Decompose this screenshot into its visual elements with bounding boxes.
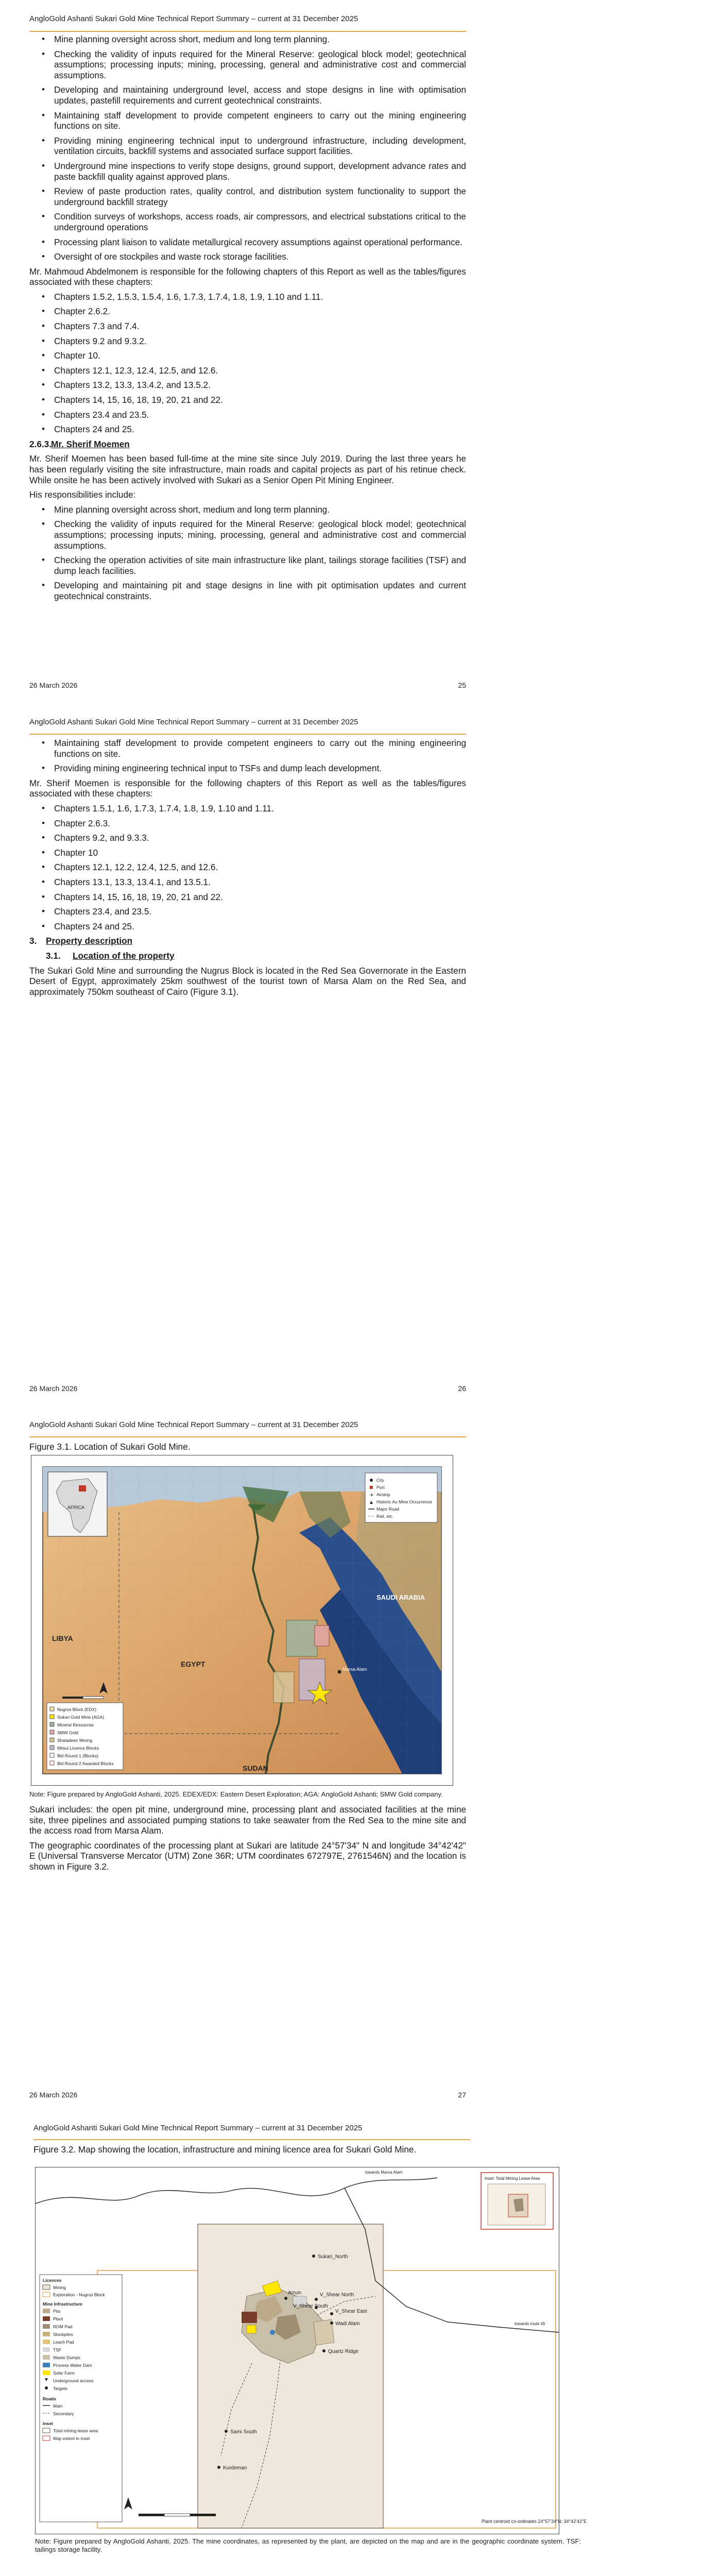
- map-label-saudi: SAUDI ARABIA: [376, 1594, 425, 1601]
- section-heading-3: [29, 936, 466, 946]
- list-item: • Chapters 7.3 and 7.4.: [29, 321, 466, 332]
- svg-text:Process Water Dam: Process Water Dam: [53, 2363, 92, 2368]
- svg-text:SMW Gold: SMW Gold: [57, 1730, 79, 1735]
- list-item: • Developing and maintaining underground level, access and stope designs in line with optimisation updates, pastefill requirements and current geotechnical constraints.: [29, 84, 466, 106]
- svg-text:Underground access: Underground access: [53, 2378, 94, 2383]
- map-label-towards-marsa: towards Marsa Alam: [365, 2170, 403, 2175]
- scale-bar: [139, 2514, 216, 2516]
- svg-text:Bid Round 2 Awarded Blocks: Bid Round 2 Awarded Blocks: [57, 1761, 114, 1766]
- list-item: • Chapters 13.1, 13.3, 13.4.1, and 13.5.1.: [29, 877, 466, 888]
- map-legend: [40, 2275, 122, 2522]
- map-label-sami-south: Sami South: [230, 2429, 257, 2435]
- paragraph: Mr. Mahmoud Abdelmonem is responsible for the following chapters of this Report as well as the tables/figures associated with these chapters:: [29, 266, 466, 287]
- svg-text:Waste Dumps: Waste Dumps: [53, 2355, 81, 2360]
- list-item: • Chapter 10: [29, 848, 466, 858]
- list-item: • Maintaining staff development to provide competent engineers to carry out the mining engineering functions on site.: [29, 738, 466, 759]
- list-item: • Chapters 13.2, 13.3, 13.4.2, and 13.5.2.: [29, 380, 466, 391]
- svg-text:Roads: Roads: [43, 2396, 56, 2401]
- svg-text:Bid Round 1 (Blocks): Bid Round 1 (Blocks): [57, 1753, 98, 1758]
- map-label-kurdeman: Kurdeman: [223, 2465, 247, 2471]
- running-header: AngloGold Ashanti Sukari Gold Mine Technical Report Summary – current at 31 December 2025: [29, 14, 358, 23]
- responsibility-list-b: [29, 504, 466, 602]
- svg-text:Historic Au Mine Occurrence: Historic Au Mine Occurrence: [376, 1499, 432, 1504]
- footer-date: 26 March 2026: [29, 1384, 78, 1393]
- svg-text:Exploration - Nugrus Block: Exploration - Nugrus Block: [53, 2292, 105, 2297]
- list-item: • Chapters 9.2 and 9.3.2.: [29, 336, 466, 347]
- svg-text:Targets: Targets: [53, 2386, 67, 2391]
- map-label-marsa-alam: Marsa Alam: [342, 1667, 367, 1672]
- map-label-libya: LIBYA: [52, 1634, 73, 1642]
- svg-text:Secondary: Secondary: [53, 2411, 74, 2416]
- list-item: • Chapters 23.4, and 23.5.: [29, 906, 466, 917]
- svg-text:Airstrip: Airstrip: [376, 1492, 390, 1497]
- legend-top: [365, 1473, 437, 1522]
- page-number: 27: [458, 2091, 466, 2099]
- svg-text:Rail, etc.: Rail, etc.: [376, 1514, 394, 1519]
- list-item: • Chapters 12.1, 12.2, 12.4, 12.5, and 12.6.: [29, 862, 466, 873]
- map-label-sudan: SUDAN: [243, 1764, 268, 1772]
- list-item: • Chapters 1.5.1, 1.6, 1.7.3, 1.7.4, 1.8, 1.9, 1.10 and 1.11.: [29, 803, 466, 814]
- list-item: • Mine planning oversight across short, medium and long term planning.: [29, 504, 466, 515]
- svg-text:TSF: TSF: [53, 2347, 62, 2352]
- svg-text:Licences: Licences: [43, 2278, 62, 2283]
- list-item: • Providing mining engineering technical input to TSFs and dump leach development.: [29, 763, 466, 774]
- map-label-v-shear-south: V_Shear South: [293, 2303, 328, 2309]
- svg-text:Sukari Gold Mine (AGA): Sukari Gold Mine (AGA): [57, 1715, 105, 1720]
- list-item: • Chapter 2.6.2.: [29, 306, 466, 317]
- list-item: • Mine planning oversight across short, medium and long term planning.: [29, 34, 466, 45]
- page-footer: [29, 681, 466, 689]
- svg-text:Mining: Mining: [53, 2285, 66, 2290]
- header-rule: [33, 2139, 470, 2140]
- map-label-sukari-north: Sukari_North: [318, 2254, 348, 2260]
- svg-text:Total mining lease area: Total mining lease area: [53, 2428, 98, 2433]
- svg-text:Stockpiles: Stockpiles: [53, 2332, 73, 2337]
- heading-number: 3.: [29, 936, 37, 946]
- svg-text:Major Road: Major Road: [376, 1506, 399, 1512]
- scale-bar: [62, 1697, 104, 1699]
- svg-text:Inset: Inset: [43, 2421, 53, 2426]
- page-number: 25: [458, 681, 466, 689]
- page-25-body: [29, 34, 466, 606]
- list-item: • Providing mining engineering technical input to underground infrastructure, including development, ventilation circuits, backfill systems and associated surface support facilities.: [29, 135, 466, 157]
- header-rule: [29, 31, 466, 32]
- svg-text:Leach Pad: Leach Pad: [53, 2340, 74, 2345]
- map-label-wadi-alam: Wadi Alam: [335, 2321, 360, 2327]
- svg-text:✈: ✈: [370, 1493, 374, 1498]
- figure-3-2-map: [35, 2167, 587, 2534]
- svg-text:Plant: Plant: [53, 2316, 63, 2321]
- responsibility-list-a: [29, 34, 466, 262]
- map-label-egypt: EGYPT: [181, 1660, 205, 1668]
- inset-label-africa: AFRICA: [67, 1505, 85, 1510]
- list-item: • Chapter 10.: [29, 350, 466, 361]
- list-item: • Condition surveys of workshops, access roads, air compressors, and electrical substations critical to the underground operations: [29, 211, 466, 232]
- list-item: • Checking the validity of inputs required for the Mineral Reserve: geological block model; geotechnical assumptions; processing inputs; mining, processing, general and administrative cost and commercial assumptions.: [29, 49, 466, 81]
- page-27-body: [29, 1804, 466, 1876]
- header-rule: [29, 734, 466, 735]
- svg-text:City: City: [376, 1478, 384, 1483]
- svg-text:Pits: Pits: [53, 2309, 61, 2314]
- list-item: • Chapters 24 and 25.: [29, 921, 466, 932]
- svg-text:Nugrus Block (EDX): Nugrus Block (EDX): [57, 1707, 97, 1712]
- list-item: • Oversight of ore stockpiles and waste rock storage facilities.: [29, 251, 466, 262]
- location-map: [31, 1455, 453, 1785]
- page-26-body: [29, 738, 466, 1001]
- section-heading-3-1: [29, 951, 466, 961]
- lease-area-inset: [481, 2173, 553, 2229]
- heading-number: 2.6.3.: [29, 438, 52, 449]
- list-item: • Maintaining staff development to provide competent engineers to carry out the mining engineering functions on site.: [29, 110, 466, 131]
- svg-text:Shaladeen Mining: Shaladeen Mining: [57, 1738, 93, 1743]
- list-item: • Chapters 14, 15, 16, 18, 19, 20, 21 and 22.: [29, 395, 466, 405]
- svg-text:Mineral Resources: Mineral Resources: [57, 1722, 94, 1727]
- plant-coordinates: Plant centroid co-ordinates 24°57'34"N; 34°42'42"E: [482, 2519, 587, 2524]
- chapter-list-b: [29, 803, 466, 931]
- svg-text:Solar Farm: Solar Farm: [53, 2370, 75, 2376]
- mine-layout-map: [36, 2167, 587, 2534]
- list-item: • Processing plant liaison to validate metallurgical recovery assumptions against operational performance.: [29, 237, 466, 248]
- heading-title: Property description: [46, 936, 133, 946]
- paragraph: Mr. Sherif Moemen is responsible for the following chapters of this Report as well as the tables/figures associated with these chapters:: [29, 777, 466, 799]
- header-rule: [29, 1436, 466, 1437]
- responsibility-list-c: [29, 738, 466, 774]
- figure-note: Note: Figure prepared by AngloGold Ashanti, 2025. EDEX/EDX: Eastern Desert Exploration; AGA: AngloGold Ashanti; SMW Gold company.: [29, 1790, 443, 1798]
- list-item: • Chapters 24 and 25.: [29, 424, 466, 435]
- list-item: • Checking the validity of inputs required for the Mineral Reserve: geological block model; geotechnical assumptions; processing inputs; mining, processing, general and administrative cost and commercial assumptions.: [29, 519, 466, 551]
- figure-caption: Figure 3.2. Map showing the location, infrastructure and mining licence area for Sukari Gold Mine.: [33, 2144, 417, 2155]
- section-heading-2-6-3: [29, 439, 466, 450]
- figure-note: Note: Figure prepared by AngloGold Ashanti, 2025. The mine coordinates, as represented by the plant, are depicted on the map and are in the geographic coordinate system. TSF: tailings storage facility.: [35, 2537, 581, 2553]
- heading-title: Mr. Sherif Moemen: [51, 438, 130, 449]
- paragraph: Mr. Sherif Moemen has been based full-time at the mine site since July 2019. During the last three years he has been regularly visiting the site infrastructure, main roads and capital projects as part of his retinue check. While onsite he has been actively involved with Sukari as a Senior Open Pit Mining Engineer.: [29, 453, 466, 485]
- list-item: • Chapter 2.6.3.: [29, 818, 466, 829]
- chapter-list-a: [29, 292, 466, 435]
- svg-text:ROM Pad: ROM Pad: [53, 2324, 73, 2329]
- map-label-v-shear-east: V_Shear East: [335, 2309, 367, 2314]
- list-item: • Chapters 14, 15, 16, 18, 19, 20, 21 and 22.: [29, 892, 466, 903]
- africa-inset: [48, 1472, 107, 1536]
- list-item: • Chapters 9.2, and 9.3.3.: [29, 833, 466, 843]
- svg-text:Mine Infrastructure: Mine Infrastructure: [43, 2301, 82, 2307]
- list-item: • Developing and maintaining pit and stage designs in line with pit optimisation updates and current geotechnical constraints.: [29, 580, 466, 601]
- svg-text:Port: Port: [376, 1485, 385, 1490]
- svg-text:Main: Main: [53, 2403, 63, 2409]
- running-header: AngloGold Ashanti Sukari Gold Mine Technical Report Summary – current at 31 December 2025: [29, 1420, 358, 1429]
- figure-3-1-map: [31, 1455, 453, 1786]
- page-number: 26: [458, 1384, 466, 1393]
- footer-date: 26 March 2026: [29, 681, 78, 689]
- figure-caption: Figure 3.1. Location of Sukari Gold Mine.: [29, 1442, 191, 1452]
- list-item: • Chapters 1.5.2, 1.5.3, 1.5.4, 1.6, 1.7.3, 1.7.4, 1.8, 1.9, 1.10 and 1.11.: [29, 292, 466, 302]
- paragraph: Sukari includes: the open pit mine, underground mine, processing plant and associated facilities at the mine site, three pipelines and associated pumping stations to take seawater from the Red Sea to the mine site and the access road from Marsa Alam.: [29, 1804, 466, 1836]
- map-label-v-shear-north: V_Shear North: [320, 2292, 354, 2298]
- paragraph: The geographic coordinates of the processing plant at Sukari are latitude 24°57'34" N and longitude 34°42'42" E (Universal Transverse Mercator (UTM) Zone 36R; UTM coordinates 672797E, 2761546N) and the location is shown in Figure 3.2.: [29, 1840, 466, 1872]
- list-item: • Chapters 23.4 and 23.5.: [29, 410, 466, 420]
- map-label-towards-idfu: towards route 45: [515, 2321, 545, 2326]
- heading-number: 3.1.: [46, 950, 61, 961]
- list-item: • Checking the operation activities of site main infrastructure like plant, tailings storage facilities (TSF) and dump leach facilities.: [29, 555, 466, 576]
- svg-text:Mitsui Licence Blocks: Mitsui Licence Blocks: [57, 1745, 99, 1751]
- map-label-amun: Amun: [288, 2290, 302, 2296]
- paragraph: The Sukari Gold Mine and surrounding the Nugrus Block is located in the Red Sea Governorate in the Eastern Desert of Egypt, approximately 25km southwest of the tourist town of Marsa Alam on the Red Sea, and approximately 750km southeast of Cairo (Figure 3.1).: [29, 965, 466, 997]
- page-footer: [29, 1384, 466, 1393]
- list-item: • Review of paste production rates, quality control, and distribution system functionality to support the underground backfill strategy: [29, 186, 466, 207]
- list-item: • Underground mine inspections to verify stope designs, ground support, development advance rates and paste backfill quality against approved plans.: [29, 161, 466, 182]
- paragraph: His responsibilities include:: [29, 489, 136, 500]
- list-item: • Chapters 12.1, 12.3, 12.4, 12.5, and 12.6.: [29, 365, 466, 376]
- svg-text:Inset: Total Mining Lease Area: Inset: Total Mining Lease Area: [485, 2176, 540, 2181]
- running-header: AngloGold Ashanti Sukari Gold Mine Technical Report Summary – current at 31 December 2025: [29, 718, 358, 726]
- footer-date: 26 March 2026: [29, 2091, 78, 2099]
- svg-text:Map extent in inset: Map extent in inset: [53, 2436, 90, 2441]
- running-header: AngloGold Ashanti Sukari Gold Mine Technical Report Summary – current at 31 December 2025: [33, 2124, 363, 2132]
- heading-title: Location of the property: [73, 950, 175, 961]
- page-footer: [29, 2091, 466, 2099]
- legend-bottom: [47, 1703, 123, 1770]
- map-label-quartz-ridge: Quartz Ridge: [328, 2349, 358, 2354]
